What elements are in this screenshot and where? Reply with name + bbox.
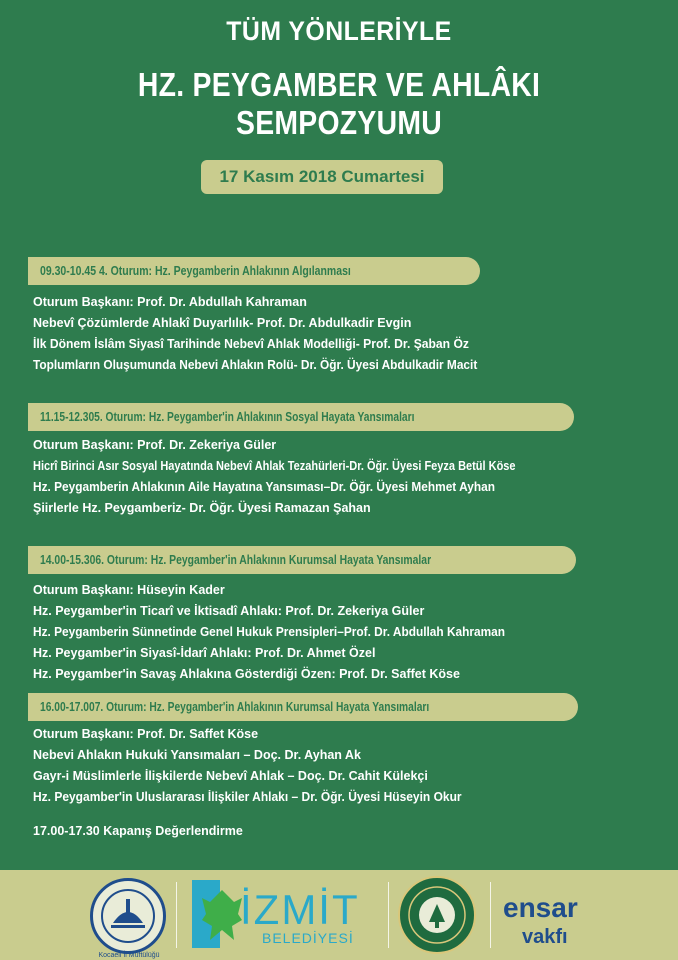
session-7-heading-text: 16.00-17.007. Oturum: Hz. Peygamber'in Ahlakının Kurumsal Hayata Yansımaları	[40, 700, 430, 714]
session-4-heading-text: 09.30-10.45 4. Oturum: Hz. Peygamberin Ahlakının Algılanması	[40, 264, 351, 278]
session-7-line: Hz. Peygamber'in Uluslararası İlişkiler Ahlakı – Dr. Öğr. Üyesi Hüseyin Okur	[33, 790, 462, 804]
ensar-subtitle: vakfı	[522, 926, 568, 948]
title-line-1: TÜM YÖNLERİYLE	[226, 16, 452, 46]
session-4-heading	[28, 257, 480, 285]
diyanet-label: Kocaeli İl Müftülüğü	[98, 952, 160, 959]
session-7-line: Gayr-i Müslimlerle İlişkilerde Nebevî Ahlak – Doç. Dr. Cahit Külekçi	[33, 769, 428, 783]
session-5-line: Şiirlerle Hz. Peygamberiz- Dr. Öğr. Üyesi Ramazan Şahan	[33, 501, 371, 515]
closing-line: 17.00-17.30 Kapanış Değerlendirme	[33, 824, 243, 838]
date-badge: 17 Kasım 2018 Cumartesi	[201, 160, 443, 194]
izmit-subtitle: BELEDİYESİ	[262, 930, 354, 946]
diyanet-emblem-icon	[93, 881, 163, 951]
ensar-wordmark: ensar	[503, 892, 578, 923]
session-6-heading	[28, 546, 576, 574]
session-5-line: Oturum Başkanı: Prof. Dr. Zekeriya Güler	[33, 438, 277, 452]
logo-divider	[490, 882, 491, 948]
footer-logos	[0, 870, 678, 960]
session-7-heading	[28, 693, 578, 721]
izmit-leaf-icon	[192, 880, 242, 950]
session-6-line: Oturum Başkanı: Hüseyin Kader	[33, 583, 225, 597]
session-4-line: Nebevî Çözümlerde Ahlakî Duyarlılık- Prof. Dr. Abdulkadir Evgin	[33, 316, 412, 330]
session-5-heading-text: 11.15-12.305. Oturum: Hz. Peygamber'in Ahlakının Sosyal Hayata Yansımaları	[40, 410, 415, 424]
session-5-line: Hicrî Birinci Asır Sosyal Hayatında Nebevî Ahlak Tezahürleri-Dr. Öğr. Üyesi Feyza Betül Köse	[33, 459, 516, 473]
university-seal-icon	[400, 878, 474, 952]
izmit-wordmark: İZMİT	[240, 886, 360, 933]
session-7-line: Nebevi Ahlakın Hukuki Yansımaları – Doç. Dr. Ayhan Ak	[33, 748, 361, 762]
university-seal	[398, 876, 476, 954]
session-6-line: Hz. Peygamber'in Savaş Ahlakına Gösterdiği Özen: Prof. Dr. Saffet Köse	[33, 667, 460, 681]
session-5-line: Hz. Peygamberin Ahlakının Aile Hayatına Yansıması–Dr. Öğr. Üyesi Mehmet Ayhan	[33, 480, 495, 494]
session-6-line: Hz. Peygamber'in Ticarî ve İktisadî Ahlakı: Prof. Dr. Zekeriya Güler	[33, 604, 425, 618]
session-4-line: Oturum Başkanı: Prof. Dr. Abdullah Kahraman	[33, 295, 307, 309]
title-line-2: HZ. PEYGAMBER VE AHLÂKI SEMPOZYUMU	[137, 66, 541, 141]
diyanet-logo	[90, 878, 166, 954]
session-4-line: İlk Dönem İslâm Siyasî Tarihinde Nebevî Ahlak Modelliği- Prof. Dr. Şaban Öz	[33, 337, 469, 351]
session-6-line: Hz. Peygamberin Sünnetinde Genel Hukuk Prensipleri–Prof. Dr. Abdullah Kahraman	[33, 625, 506, 639]
session-5-heading	[28, 403, 574, 431]
session-4-line: Toplumların Oluşumunda Nebevi Ahlakın Rolü- Dr. Öğr. Üyesi Abdulkadir Macit	[33, 358, 478, 372]
logo-divider	[388, 882, 389, 948]
session-7-line: Oturum Başkanı: Prof. Dr. Saffet Köse	[33, 727, 259, 741]
logo-divider	[176, 882, 177, 948]
session-6-line: Hz. Peygamber'in Siyasî-İdarî Ahlakı: Prof. Dr. Ahmet Özel	[33, 646, 376, 660]
session-6-heading-text: 14.00-15.306. Oturum: Hz. Peygamber'in Ahlakının Kurumsal Hayata Yansımalar	[40, 553, 432, 567]
